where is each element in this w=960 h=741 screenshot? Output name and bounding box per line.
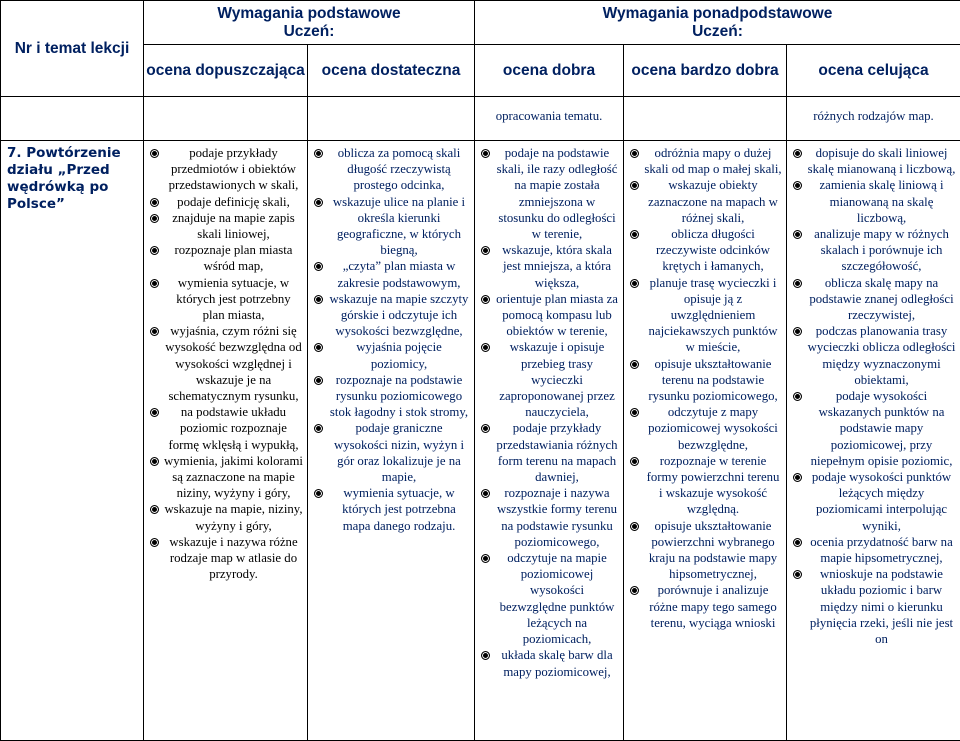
list-item: wskazuje, która skala jest mniejsza, a która większa, <box>477 242 621 291</box>
continuation-cell-3: opracowania tematu. <box>475 97 624 141</box>
list-dostateczna <box>308 141 474 534</box>
list-item: wskazuje obiekty zaznaczone na mapach w różnej skali, <box>626 177 784 226</box>
list-item: „czyta” plan miasta w zakresie podstawowym, <box>310 258 472 290</box>
col-dopuszczajaca <box>144 141 308 741</box>
advanced-title: Wymagania ponadpodstawowe <box>602 4 833 22</box>
list-item: odróżnia mapy o dużej skali od map o małej skali, <box>626 145 784 177</box>
col-dobra <box>475 141 624 741</box>
list-item: podaje wysokości punktów leżących między poziomicami interpolując wyniki, <box>789 469 958 534</box>
list-item: podaje na podstawie skali, ile razy odległość na mapie została zmniejszona w stosunku do odległości w terenie, <box>477 145 621 242</box>
list-item: wnioskuje na podstawie układu poziomic i barw między nimi o kierunku płynięcia rzeki, jeśli nie jest on <box>789 566 958 647</box>
list-bardzo-dobra <box>624 141 786 631</box>
col-dostateczna <box>308 141 475 741</box>
list-item: oblicza skalę mapy na podstawie znanej odległości rzeczywistej, <box>789 275 958 324</box>
list-item: wyjaśnia pojęcie poziomicy, <box>310 339 472 371</box>
continuation-cell-4 <box>624 97 787 141</box>
list-item: porównuje i analizuje różne mapy tego samego terenu, wyciąga wnioski <box>626 582 784 631</box>
list-item: ocenia przydatność barw na mapie hipsometrycznej, <box>789 534 958 566</box>
list-item: podaje przykłady przedstawiania różnych form terenu na mapach dawniej, <box>477 420 621 485</box>
list-item: odczytuje z mapy poziomicowej wysokości bezwzględne, <box>626 404 784 453</box>
list-item: wskazuje na mapie, niziny, wyżyny i góry, <box>146 501 305 533</box>
list-item: znajduje na mapie zapis skali liniowej, <box>146 210 305 242</box>
list-item: rozpoznaje w terenie formy powierzchni terenu i wskazuje wysokość względną. <box>626 453 784 518</box>
list-item: wskazuje i opisuje przebieg trasy wycieczki zaproponowanej przez nauczyciela, <box>477 339 621 420</box>
grade-celujaca: ocena celująca <box>787 45 960 97</box>
list-item: opisuje ukształtowanie terenu na podstawie rysunku poziomicowego, <box>626 356 784 405</box>
list-item: podaje graniczne wysokości nizin, wyżyn i gór oraz lokalizuje je na mapie, <box>310 420 472 485</box>
list-item: rozpoznaje i nazywa wszystkie formy terenu na podstawie rysunku poziomicowego, <box>477 485 621 550</box>
list-item: oblicza długości rzeczywiste odcinków krętych i łamanych, <box>626 226 784 275</box>
grade-dopuszczajaca: ocena dopuszczająca <box>144 45 308 97</box>
advanced-sub: Uczeń: <box>692 22 743 40</box>
basic-sub: Uczeń: <box>283 22 335 40</box>
list-item: odczytuje na mapie poziomicowej wysokości bezwzględne punktów leżących na poziomicach, <box>477 550 621 647</box>
continuation-cell-1 <box>144 97 308 141</box>
list-item: wskazuje i nazywa różne rodzaje map w atlasie do przyrody. <box>146 534 305 583</box>
list-item: wskazuje na mapie szczyty górskie i odczytuje ich wysokości bezwzględne, <box>310 291 472 340</box>
list-item: zamienia skalę liniową i mianowaną na skalę liczbową, <box>789 177 958 226</box>
list-item: orientuje plan miasta za pomocą kompasu lub obiektów w terenie, <box>477 291 621 340</box>
list-item: wyjaśnia, czym różni się wysokość bezwzględna od wysokości względnej i wskazuje je na schematycznym rysunku, <box>146 323 305 404</box>
list-item: analizuje mapy w różnych skalach i porównuje ich szczegółowość, <box>789 226 958 275</box>
list-dopuszczajaca <box>144 141 307 582</box>
basic-requirements-header <box>144 1 475 45</box>
basic-title: Wymagania podstawowe <box>217 4 401 22</box>
list-item: oblicza za pomocą skali długość rzeczywistą prostego odcinka, <box>310 145 472 194</box>
list-item: opisuje ukształtowanie powierzchni wybranego kraju na podstawie mapy hipsometrycznej, <box>626 518 784 583</box>
col-bardzo-dobra <box>624 141 787 741</box>
list-item: na podstawie układu poziomic rozpoznaje formę wklęsłą i wypukłą, <box>146 404 305 453</box>
list-item: podaje przykłady przedmiotów i obiektów przedstawionych w skali, <box>146 145 305 194</box>
list-item: rozpoznaje na podstawie rysunku poziomicowego stok łagodny i stok stromy, <box>310 372 472 421</box>
continuation-cell-5: różnych rodzajów map. <box>787 97 960 141</box>
grade-dobra: ocena dobra <box>475 45 624 97</box>
col-celujaca <box>787 141 960 741</box>
topic-column-header: Nr i temat lekcji <box>1 1 144 97</box>
list-item: planuje trasę wycieczki i opisuje ją z uwzględnieniem najciekawszych punktów w mieście, <box>626 275 784 356</box>
list-item: dopisuje do skali liniowej skalę mianowaną i liczbową, <box>789 145 958 177</box>
advanced-requirements-header <box>475 1 960 45</box>
lesson-topic: 7. Powtórzenie działu „Przed wędrówką po Polsce” <box>1 141 144 741</box>
list-item: podczas planowania trasy wycieczki oblicza odległości między wyznaczonymi obiektami, <box>789 323 958 388</box>
list-item: podaje wysokości wskazanych punktów na podstawie mapy poziomicowej, przy niepełnym opisie poziomic, <box>789 388 958 469</box>
list-dobra <box>475 141 623 680</box>
list-item: rozpoznaje plan miasta wśród map, <box>146 242 305 274</box>
continuation-cell-2 <box>308 97 475 141</box>
list-item: układa skalę barw dla mapy poziomicowej, <box>477 647 621 679</box>
list-celujaca <box>787 141 960 647</box>
grade-bardzo-dobra: ocena bardzo dobra <box>624 45 787 97</box>
grade-dostateczna: ocena dostateczna <box>308 45 475 97</box>
list-item: podaje definicję skali, <box>146 194 305 210</box>
list-item: wskazuje ulice na planie i określa kierunki geograficzne, w których biegną, <box>310 194 472 259</box>
list-item: wymienia sytuacje, w których jest potrzebny plan miasta, <box>146 275 305 324</box>
continuation-cell-topic <box>1 97 144 141</box>
list-item: wymienia sytuacje, w których jest potrzebna mapa danego rodzaju. <box>310 485 472 534</box>
list-item: wymienia, jakimi kolorami są zaznaczone na mapie niziny, wyżyny i góry, <box>146 453 305 502</box>
